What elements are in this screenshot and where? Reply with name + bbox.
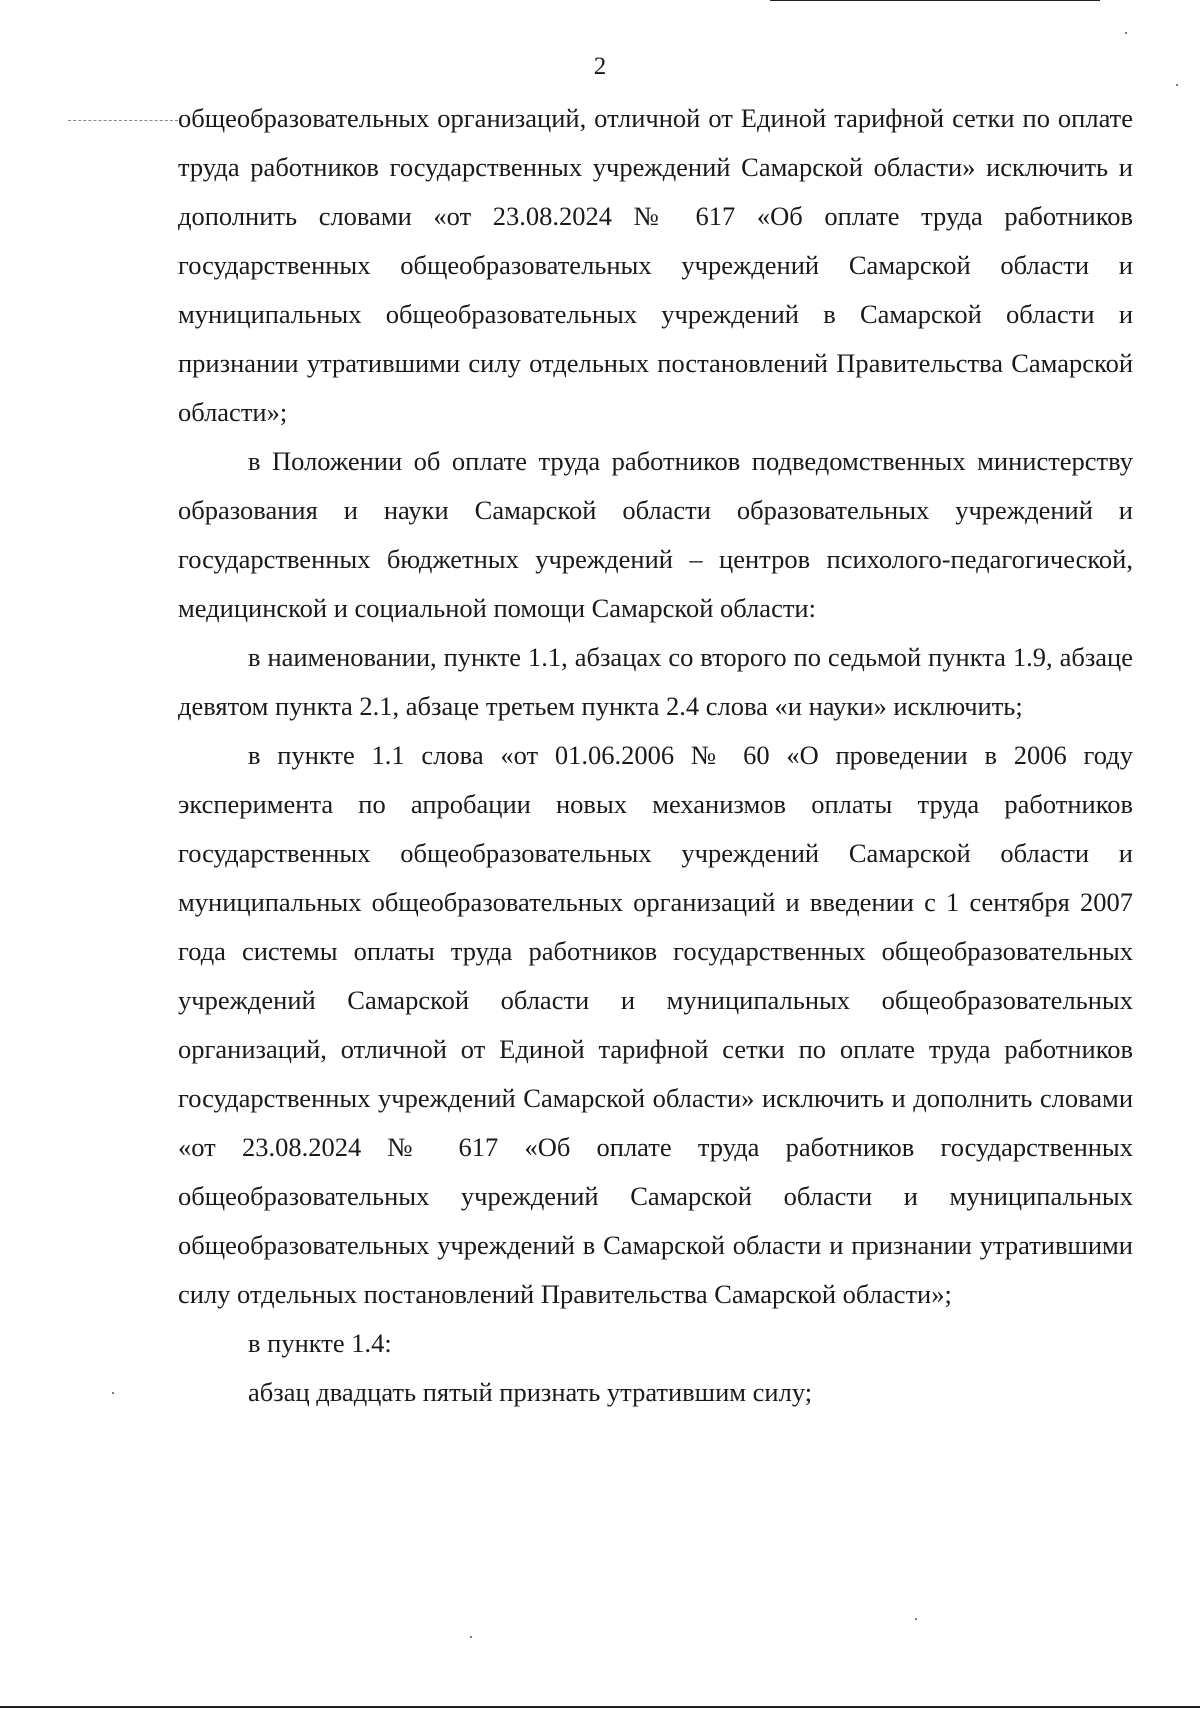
scan-speck xyxy=(1176,84,1178,86)
paragraph-repeal: абзац двадцать пятый признать утратившим силу; xyxy=(248,1377,813,1407)
paragraph-regulation-amendment: в Положении об оплате труда работников подведомственных министерству образования и науки Самарской области образовательных учреждений и государственных бюджетных учреждений – центров психолого-педагогической, медицинской и социальной помощи Самарской области: xyxy=(178,446,1133,623)
paragraph-continuation: общеобразовательных организаций, отличной от Единой тарифной сетки по оплате труда работников государственных учреждений Самарской области» исключить и дополнить словами «от 23.08.2024 № 617 «Об оплате труда работников государственных общеобразовательных учреждений Самарской области и муниципальных общеобразовательных учреждений в Самарской области и признании утратившими силу отдельных постановлений Правительства Самарской области»; xyxy=(178,103,1133,427)
paragraph-clause-1-1: в пункте 1.1 слова «от 01.06.2006 № 60 «О проведении в 2006 году эксперимента по апробации новых механизмов оплаты труда работников государственных общеобразовательных учреждений Самарской области и муниципальных общеобразовательных организаций и введении с 1 сентября 2007 года системы оплаты труда работников государственных общеобразовательных учреждений Самарской области и муниципальных общеобразовательных организаций, отличной от Единой тарифной сетки по оплате труда работников государственных учреждений Самарской области» исключить и дополнить словами «от 23.08.2024 № 617 «Об оплате труда работников государственных общеобразовательных учреждений Самарской области и муниципальных общеобразовательных учреждений в Самарской области и признании утратившими силу отдельных постановлений Правительства Самарской области»; xyxy=(178,740,1133,1309)
paragraph-clause-1-4: в пункте 1.4: xyxy=(248,1328,392,1358)
bottom-scan-line xyxy=(0,1706,1200,1708)
scan-speck xyxy=(1125,32,1127,34)
scan-speck xyxy=(915,1618,917,1620)
paragraph-name-amendment: в наименовании, пункте 1.1, абзацах со второго по седьмой пункта 1.9, абзаце девятом пункта 2.1, абзаце третьем пункта 2.4 слова «и науки» исключить; xyxy=(178,642,1133,721)
scan-dash-mark xyxy=(68,120,178,121)
top-scan-line xyxy=(770,0,1100,1)
document-body xyxy=(178,94,1133,1417)
scan-speck xyxy=(470,1636,472,1638)
page-number: 2 xyxy=(593,53,607,80)
scan-speck xyxy=(112,1392,114,1394)
